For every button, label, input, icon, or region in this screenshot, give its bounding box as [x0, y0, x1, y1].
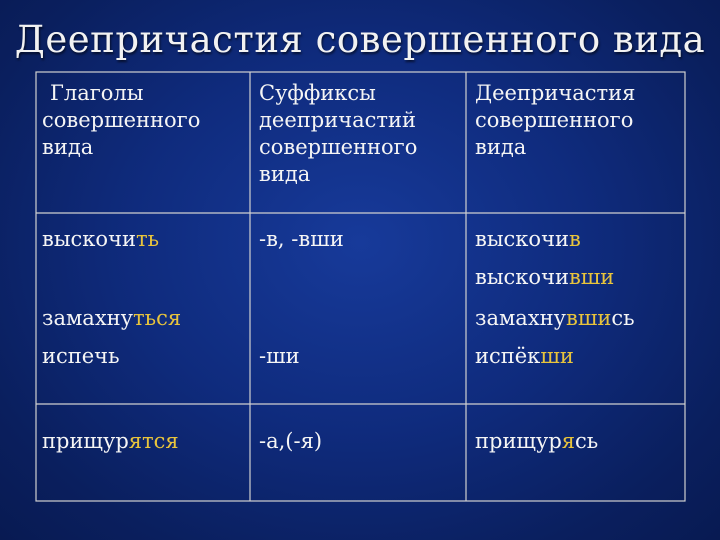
- gerund-postfix: сь: [575, 429, 599, 453]
- gerund-stem: выскочи: [475, 265, 569, 289]
- verb-stem: прищур: [42, 429, 129, 453]
- verb-vyskochit: [42, 226, 159, 253]
- header-verbs-line-3: вида: [42, 135, 94, 159]
- verb-stem: испечь: [42, 344, 120, 368]
- verb-stem: замахну: [42, 306, 134, 330]
- header-gerunds-line-2: совершенного: [475, 108, 634, 132]
- suffix-a-ya: -а,(-я): [259, 429, 323, 453]
- gerund-stem: замахну: [475, 306, 567, 330]
- gerund-suffix: вши: [566, 306, 612, 330]
- suffix-shi: -ши: [259, 344, 300, 368]
- gerund-suffix: в: [568, 227, 581, 251]
- verb-zamakhnutsya: [42, 305, 181, 332]
- verb-ending: ться: [133, 306, 182, 330]
- header-gerunds: [475, 80, 635, 161]
- gerund-suffix: вши: [568, 265, 615, 289]
- slide-title: Деепричастия совершенного вида: [14, 18, 706, 61]
- gerund-stem: выскочи: [475, 227, 569, 251]
- gerund-stem: прищур: [475, 429, 562, 453]
- verb-ending: ятся: [128, 429, 179, 453]
- gerund-suffix: я: [561, 429, 576, 453]
- gerund-vyskochiv: [475, 226, 581, 253]
- gerund-suffix: ши: [540, 344, 574, 368]
- gerund-prishuryas: [475, 428, 598, 455]
- verb-ispech: [42, 343, 120, 370]
- header-suffixes-line-3: совершенного: [259, 135, 418, 159]
- suffix-v-vshi: -в, -вши: [259, 227, 344, 251]
- header-verbs: [42, 80, 200, 161]
- gerund-zamakhnuvshis: [475, 305, 635, 332]
- gerund-ispyokshi: [475, 343, 574, 370]
- header-suffixes-line-2: деепричастий: [259, 108, 416, 132]
- header-suffixes: [259, 80, 417, 188]
- gerund-postfix: сь: [611, 306, 635, 330]
- verb-stem: выскочи: [42, 227, 136, 251]
- header-verbs-line-1: Глаголы: [50, 81, 144, 105]
- gerund-stem: испёк: [475, 344, 541, 368]
- header-suffixes-line-4: вида: [259, 162, 311, 186]
- verb-prishuryatsya: [42, 428, 179, 455]
- header-gerunds-line-1: Деепричастия: [475, 81, 636, 105]
- header-gerunds-line-3: вида: [475, 135, 527, 159]
- header-verbs-line-2: совершенного: [42, 108, 201, 132]
- verb-ending: ть: [135, 227, 160, 251]
- gerund-vyskochivshi: [475, 264, 614, 291]
- header-suffixes-line-1: Суффиксы: [259, 81, 376, 105]
